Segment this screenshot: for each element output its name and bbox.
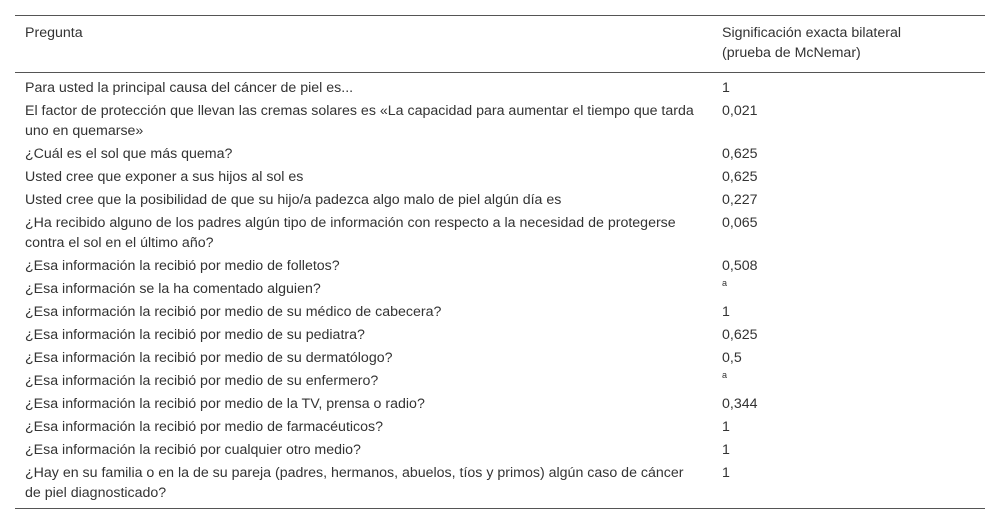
significance-cell bbox=[712, 301, 985, 324]
question-cell: ¿Esa información la recibió por medio de la TV, prensa o radio? bbox=[25, 396, 425, 412]
significance-value: 0,065 bbox=[722, 215, 758, 231]
table-row bbox=[15, 347, 985, 370]
table-row bbox=[15, 439, 985, 462]
significance-value: 0,344 bbox=[722, 396, 758, 412]
table-row bbox=[15, 189, 985, 212]
significance-cell bbox=[712, 462, 985, 509]
table-row bbox=[15, 370, 985, 393]
question-cell: Usted cree que exponer a sus hijos al sol es bbox=[25, 169, 304, 185]
significance-value: 0,508 bbox=[722, 258, 758, 274]
table-row bbox=[15, 212, 985, 255]
question-cell: Usted cree que la posibilidad de que su hijo/a padezca algo malo de piel algún día es bbox=[25, 192, 562, 208]
significance-value: 1 bbox=[722, 465, 730, 481]
header-significance-line1: Significación exacta bilateral bbox=[722, 25, 902, 41]
table-header bbox=[15, 16, 985, 73]
table-row bbox=[15, 462, 985, 509]
table-row bbox=[15, 166, 985, 189]
significance-cell bbox=[712, 370, 985, 393]
significance-value: 1 bbox=[722, 304, 730, 320]
question-cell: ¿Esa información la recibió por medio de folletos? bbox=[25, 258, 340, 274]
header-question: Pregunta bbox=[15, 16, 712, 73]
table-row bbox=[15, 324, 985, 347]
table-row bbox=[15, 393, 985, 416]
question-cell: El factor de protección que llevan las cremas solares es «La capacidad para aumentar el tiempo que tarda uno en quemarse» bbox=[25, 103, 694, 139]
question-cell: ¿Cuál es el sol que más quema? bbox=[25, 146, 233, 162]
question-cell: ¿Esa información la recibió por medio de farmacéuticos? bbox=[25, 419, 384, 435]
table-row bbox=[15, 416, 985, 439]
significance-value: 0,625 bbox=[722, 169, 758, 185]
table-row bbox=[15, 100, 985, 143]
significance-cell bbox=[712, 439, 985, 462]
question-cell: ¿Esa información la recibió por medio de su dermatólogo? bbox=[25, 350, 393, 366]
significance-cell bbox=[712, 255, 985, 278]
table-row bbox=[15, 73, 985, 101]
significance-cell bbox=[712, 324, 985, 347]
significance-value: 0,625 bbox=[722, 327, 758, 343]
significance-cell bbox=[712, 73, 985, 101]
significance-cell bbox=[712, 416, 985, 439]
significance-cell bbox=[712, 100, 985, 143]
significance-value: 0,5 bbox=[722, 350, 742, 366]
question-cell: ¿Esa información se la ha comentado alguien? bbox=[25, 281, 321, 297]
significance-cell bbox=[712, 143, 985, 166]
question-cell: ¿Hay en su familia o en la de su pareja (padres, hermanos, abuelos, tíos y primos) algún caso de cáncer de piel diagnosticado? bbox=[15, 462, 712, 509]
question-cell: ¿Esa información la recibió por medio de su pediatra? bbox=[25, 327, 365, 343]
question-cell: ¿Esa información la recibió por medio de su médico de cabecera? bbox=[25, 304, 442, 320]
table-row bbox=[15, 301, 985, 324]
significance-cell bbox=[712, 278, 985, 301]
table-row bbox=[15, 255, 985, 278]
footnote-marker: a bbox=[722, 278, 728, 288]
table-row bbox=[15, 278, 985, 301]
footnote-marker: a bbox=[722, 370, 728, 380]
question-cell: ¿Esa información la recibió por cualquier otro medio? bbox=[25, 442, 361, 458]
significance-cell bbox=[712, 212, 985, 255]
question-cell: Para usted la principal causa del cáncer de piel es... bbox=[25, 80, 354, 96]
header-significance-line2: (prueba de McNemar) bbox=[722, 45, 861, 61]
question-cell: ¿Ha recibido alguno de los padres algún tipo de información con respecto a la necesidad de protegerse contra el sol en el último año? bbox=[25, 215, 676, 251]
mcnemar-results-table bbox=[15, 15, 985, 509]
significance-value: 1 bbox=[722, 442, 730, 458]
significance-cell bbox=[712, 189, 985, 212]
significance-cell bbox=[712, 393, 985, 416]
significance-value: 0,021 bbox=[722, 103, 758, 119]
significance-cell bbox=[712, 166, 985, 189]
table-row bbox=[15, 143, 985, 166]
significance-value: 1 bbox=[722, 419, 730, 435]
results-table-container bbox=[15, 15, 985, 509]
header-row bbox=[15, 16, 985, 73]
significance-cell bbox=[712, 347, 985, 370]
question-cell: ¿Esa información la recibió por medio de su enfermero? bbox=[25, 373, 379, 389]
significance-value: 1 bbox=[722, 80, 730, 96]
significance-value: 0,625 bbox=[722, 146, 758, 162]
table-body bbox=[15, 73, 985, 509]
significance-value: 0,227 bbox=[722, 192, 758, 208]
header-significance bbox=[712, 16, 985, 73]
